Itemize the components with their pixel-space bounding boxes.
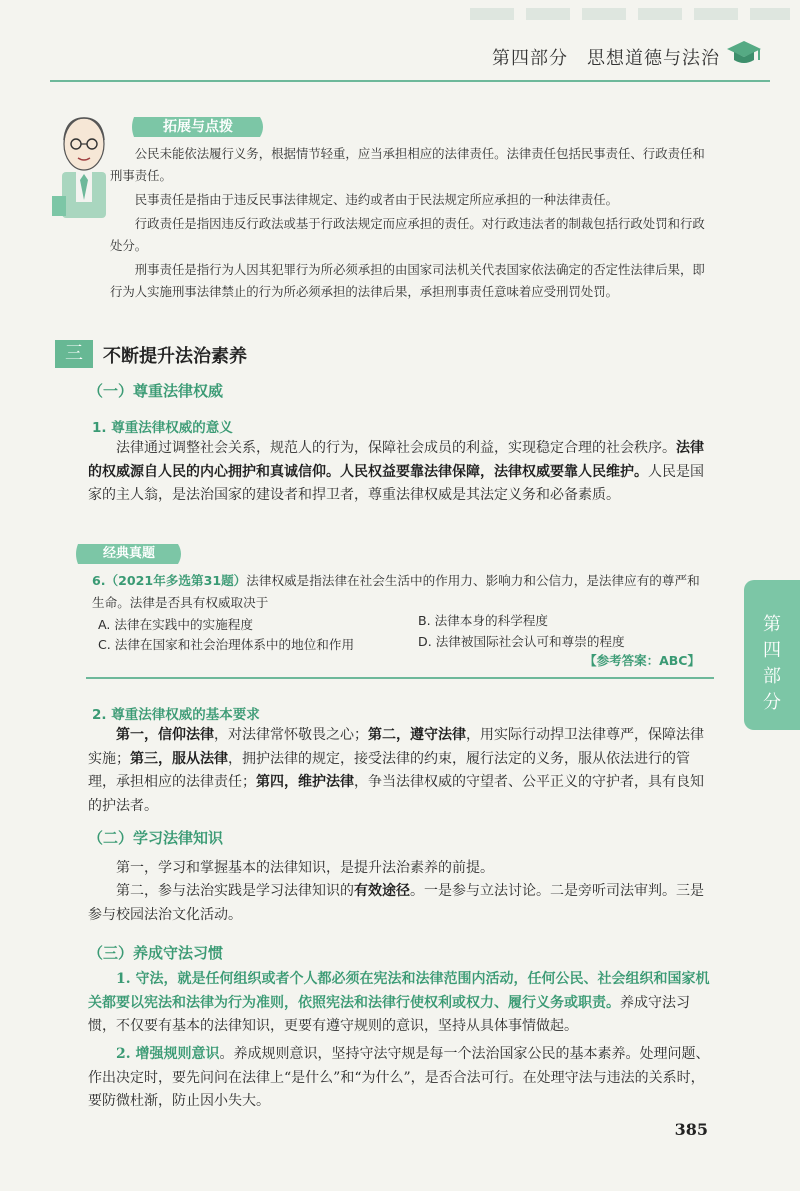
point-title-requirements: 2. 尊重法律权威的基本要求 — [92, 707, 260, 723]
req-third-label: 第三，服从法律 — [130, 750, 228, 767]
paragraph-significance — [88, 437, 716, 508]
text-significance-c: 人民是国家的主人翁，是法治国家的建设者和捍卫者，尊重法律权威是其法定义务和必备素质。 — [88, 463, 704, 503]
exam-question-number: 6.（2021年多选第31题） — [92, 573, 247, 588]
subsection-title-law-habit: （三）养成守法习惯 — [88, 944, 224, 962]
extension-paragraph: 刑事责任是指行为人因其犯罪行为所必须承担的由国家司法机关代表国家依法确定的否定性法律后果，即行为人实施刑事法律禁止的行为所必须承担的法律后果，承担刑事责任意味着应受刑罚处罚。 — [110, 262, 705, 299]
extension-body — [110, 143, 706, 305]
paragraph-learn-law-1: 第一，学习和掌握基本的法律知识，是提升法治素养的前提。 — [116, 860, 494, 876]
law-habit-1-rest: 养成守法习惯，不仅要有基本的法律知识，更要有遵守规则的意识，坚持从具体事情做起。 — [88, 994, 690, 1034]
req-first-label: 第一，信仰法律 — [116, 727, 214, 743]
paragraph-law-habit-1 — [88, 968, 716, 1039]
exam-option-b: B. 法律本身的科学程度 — [418, 613, 548, 628]
req-fourth-text: ，争当法律权威的守望者、公平正义的守护者，具有良知的护法者。 — [88, 774, 704, 814]
extension-paragraph: 公民未能依法履行义务，根据情节轻重，应当承担相应的法律责任。法律责任包括民事责任、行政责任和刑事责任。 — [110, 146, 705, 183]
learn-law-2-a: 第二，参与法治实践是学习法律知识的 — [116, 883, 354, 899]
exam-option-d: D. 法律被国际社会认可和尊崇的程度 — [418, 634, 625, 649]
graduation-cap-icon — [726, 38, 762, 70]
req-second-text: ，用实际行动捍卫法律尊严，保障法律实施； — [88, 727, 704, 767]
top-faint-header — [470, 8, 790, 20]
paragraph-learn-law-2 — [88, 880, 716, 927]
exam-answer: 【参考答案：ABC】 — [584, 653, 700, 668]
req-third-text: ，拥护法律的规定，接受法律的约束，履行法定的义务，服从依法进行的管理，承担相应的法律责任； — [88, 750, 690, 790]
text-significance-b: 法律的权威源自人民的内心拥护和真诚信仰。人民权益要靠法律保障，法律权威要靠人民维护。 — [88, 440, 704, 480]
exam-option-a: A. 法律在实践中的实施程度 — [98, 617, 253, 632]
extension-paragraph: 行政责任是指因违反行政法或基于行政法规定而应承担的责任。对行政违法者的制裁包括行政处罚和行政处分。 — [110, 216, 705, 253]
teacher-portrait-icon — [50, 110, 118, 220]
extension-paragraph: 民事责任是指由于违反民事法律规定、违约或者由于民法规定所应承担的一种法律责任。 — [134, 192, 619, 207]
subsection-title-learn-law: （二）学习法律知识 — [88, 829, 224, 847]
side-tab-label: 第四部分 — [763, 614, 781, 713]
extension-badge-label: 拓展与点拨 — [163, 119, 233, 135]
point-title-significance: 1. 尊重法律权威的意义 — [92, 420, 233, 436]
section-marker: 三 — [55, 340, 93, 368]
exam-question-text: 法律权威是指法律在社会生活中的作用力、影响力和公信力，是法律应有的尊严和生命。法律是否具有权威取决于 — [92, 573, 700, 610]
section-title: 不断提升法治素养 — [103, 346, 247, 367]
extension-box — [50, 100, 750, 315]
learn-law-2-c: 。一是参与立法讨论。二是旁听司法审判。三是参与校园法治文化活动。 — [88, 883, 704, 923]
exam-option-c: C. 法律在国家和社会治理体系中的地位和作用 — [98, 637, 355, 652]
paragraph-law-habit-2 — [88, 1043, 716, 1114]
header-rule — [50, 80, 770, 82]
learn-law-2-b: 有效途径 — [354, 883, 410, 899]
exam-badge-label: 经典真题 — [102, 546, 155, 561]
law-habit-2-rest: 。养成规则意识，坚持守法守规是每一个法治国家公民的基本素养。处理问题、作出决定时，要先问问在法律上“是什么”和“为什么”，是否合法可行。在处理守法与违法的关系时，要防微杜渐，防止因小失大。 — [88, 1046, 710, 1109]
subsection-title-respect-law: （一）尊重法律权威 — [88, 382, 224, 400]
law-habit-1-green: 1. 守法，就是任何组织或者个人都必须在宪法和法律范围内活动，任何公民、社会组织和国家机关都要以宪法和法律为行为准则，依照宪法和法律行使权利或权力、履行义务或职责。 — [88, 971, 710, 1011]
page-number: 385 — [674, 1120, 708, 1139]
req-fourth-label: 第四，维护法律 — [256, 774, 354, 790]
text-significance-a: 法律通过调整社会关系，规范人的行为，保障社会成员的利益，实现稳定合理的社会秩序。 — [116, 440, 676, 456]
paragraph-requirements — [88, 724, 716, 818]
law-habit-2-green: 2. 增强规则意识 — [116, 1046, 220, 1062]
exam-question-stem — [92, 570, 712, 614]
req-second-label: 第二，遵守法律 — [368, 727, 466, 743]
req-first-text: ，对法律常怀敬畏之心； — [214, 727, 368, 743]
header-title: 第四部分 思想道德与法治 — [492, 48, 720, 69]
exam-divider — [86, 677, 714, 679]
